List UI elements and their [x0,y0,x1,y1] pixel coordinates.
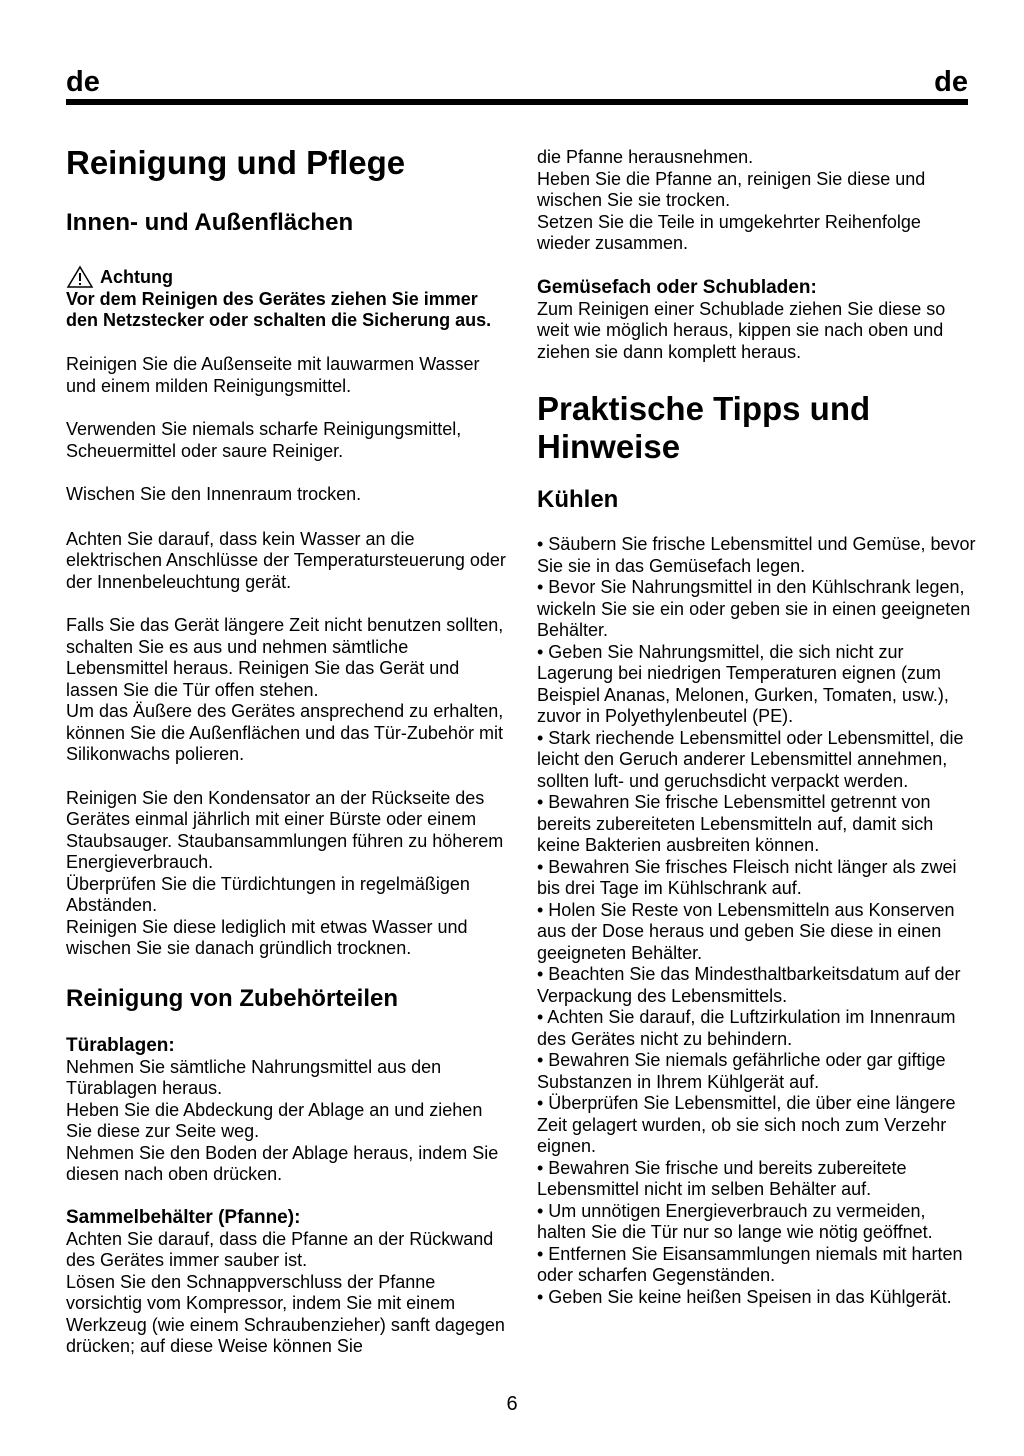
page-number: 6 [506,1393,518,1415]
paragraph-no-harsh-cleaner: Verwenden Sie niemals scharfe Reinigungsmittel, Scheuermittel oder saure Reiniger. [66,419,462,461]
warning-block [66,265,508,331]
drip-pan-step-1: Achten Sie darauf, dass die Pfanne an der Rückwand des Gerätes immer sauber ist. [66,1228,494,1270]
vegetable-drawer-title: Gemüsefach oder Schubladen: [537,276,817,298]
paragraph-door-seals: Überprüfen Sie die Türdichtungen in regelmäßigen Abständen. [66,873,470,915]
section-title-cleaning: Reinigung und Pflege [66,144,406,181]
drip-pan-continued-2: Heben Sie die Pfanne an, reinigen Sie diese und wischen Sie sie trocken. [537,168,926,210]
section-title-tips: Praktische Tipps und Hinweise [537,390,871,465]
left-column [66,120,508,1358]
paragraph-long-absence: Falls Sie das Gerät längere Zeit nicht benutzen sollten, schalten Sie es aus und nehmen sämtliche Lebensmittel heraus. Reinigen Sie das Gerät und lassen Sie die Tür offen stehen. [66,615,504,700]
door-shelves-title: Türablagen: [66,1034,175,1056]
subsection-title-accessories: Reinigung von Zubehörteilen [66,984,398,1012]
list-item: • Bewahren Sie frische Lebensmittel getrennt von bereits zubereiteten Lebensmitteln auf, damit sich keine Bakterien ausbreiten können. [537,792,934,855]
warning-text: Vor dem Reinigen des Gerätes ziehen Sie immer den Netzstecker oder schalten die Sicherung aus. [66,289,492,330]
drip-pan-step-2: Lösen Sie den Schnappverschluss der Pfanne vorsichtig vom Kompressor, indem Sie mit einem Werkzeug (wie einem Schraubenzieher) sanft dagegen drücken; auf diese Weise können Sie [66,1271,505,1356]
header-language-left: de [66,66,100,98]
warning-header [66,265,508,289]
right-column [537,147,977,1308]
paragraph-exterior: Reinigen Sie die Außenseite mit lauwarmen Wasser und einem milden Reinigungsmittel. [66,354,480,396]
door-shelves-step-1: Nehmen Sie sämtliche Nahrungsmittel aus den Türablagen heraus. [66,1056,442,1098]
list-item: • Überprüfen Sie Lebensmittel, die über eine längere Zeit gelagert wurden, ob sie sich noch zum Verzehr eignen. [537,1093,956,1156]
drip-pan-title: Sammelbehälter (Pfanne): [66,1206,301,1228]
paragraph-seal-clean: Reinigen Sie diese lediglich mit etwas Wasser und wischen Sie sie danach gründlich trocknen. [66,916,468,958]
subsection-title-surfaces: Innen- und Außenflächen [66,209,354,236]
warning-title: Achtung [100,266,173,287]
paragraph-polish: Um das Äußere des Gerätes ansprechend zu erhalten, können Sie die Außenflächen und das Tür-Zubehör mit Silikonwachs polieren. [66,701,504,764]
list-item: • Beachten Sie das Mindesthaltbarkeitsdatum auf der Verpackung des Lebensmittels. [537,964,961,1006]
list-item: • Geben Sie Nahrungsmittel, die sich nicht zur Lagerung bei niedrigen Temperaturen eignen (zum Beispiel Ananas, Melonen, Gurken, Tomaten, usw.), zuvor in Polyethylenbeutel (PE). [537,641,949,726]
list-item: • Bewahren Sie niemals gefährliche oder gar giftige Substanzen in Ihrem Kühlgerät auf. [537,1050,946,1092]
list-item: • Bewahren Sie frische und bereits zubereitete Lebensmittel nicht im selben Behälter auf. [537,1157,907,1199]
subsection-title-cooling: Kühlen [537,486,619,513]
list-item: • Entfernen Sie Eisansammlungen niemals mit harten oder scharfen Gegenständen. [537,1243,963,1285]
list-item: • Säubern Sie frische Lebensmittel und Gemüse, bevor Sie sie in das Gemüsefach legen. [537,534,976,576]
tips-list [537,534,977,1308]
list-item: • Stark riechende Lebensmittel oder Lebensmittel, die leicht den Geruch anderer Lebensmittel annehmen, sollten luft- und geruchsdicht verpackt werden. [537,727,964,791]
paragraph-no-water-electrics: Achten Sie darauf, dass kein Wasser an die elektrischen Anschlüsse der Temperatursteuerung oder der Innenbeleuchtung gerät. [66,528,506,592]
header-language-right: de [934,66,968,98]
warning-triangle-icon [66,265,94,289]
list-item: • Achten Sie darauf, die Luftzirkulation im Innenraum des Gerätes nicht zu behindern. [537,1007,956,1049]
drip-pan-continued-1: die Pfanne herausnehmen. [537,147,754,167]
door-shelves-step-3: Nehmen Sie den Boden der Ablage heraus, indem Sie diesen nach oben drücken. [66,1142,499,1184]
list-item: • Um unnötigen Energieverbrauch zu vermeiden, halten Sie die Tür nur so lange wie nötig geöffnet. [537,1200,933,1242]
paragraph-wipe-dry: Wischen Sie den Innenraum trocken. [66,484,362,504]
drip-pan-continued-3: Setzen Sie die Teile in umgekehrter Reihenfolge wieder zusammen. [537,211,921,253]
door-shelves-step-2: Heben Sie die Abdeckung der Ablage an und ziehen Sie diese zur Seite weg. [66,1099,483,1141]
paragraph-condenser: Reinigen Sie den Kondensator an der Rückseite des Gerätes einmal jährlich mit einer Bürste oder einem Staubsauger. Staubansammlungen führen zu höherem Energieverbrauch. [66,787,504,872]
list-item: • Holen Sie Reste von Lebensmitteln aus Konserven aus der Dose heraus und geben Sie diese in einen geeigneten Behälter. [537,899,955,963]
list-item: • Bewahren Sie frisches Fleisch nicht länger als zwei bis drei Tage im Kühlschrank auf. [537,856,957,898]
vegetable-drawer-text: Zum Reinigen einer Schublade ziehen Sie diese so weit wie möglich heraus, kippen sie nach oben und ziehen sie dann komplett heraus. [537,298,946,362]
list-item: • Bevor Sie Nahrungsmittel in den Kühlschrank legen, wickeln Sie sie ein oder geben sie in einen geeigneten Behälter. [537,577,971,640]
list-item: • Geben Sie keine heißen Speisen in das Kühlgerät. [537,1286,952,1307]
header-rule [66,99,968,105]
